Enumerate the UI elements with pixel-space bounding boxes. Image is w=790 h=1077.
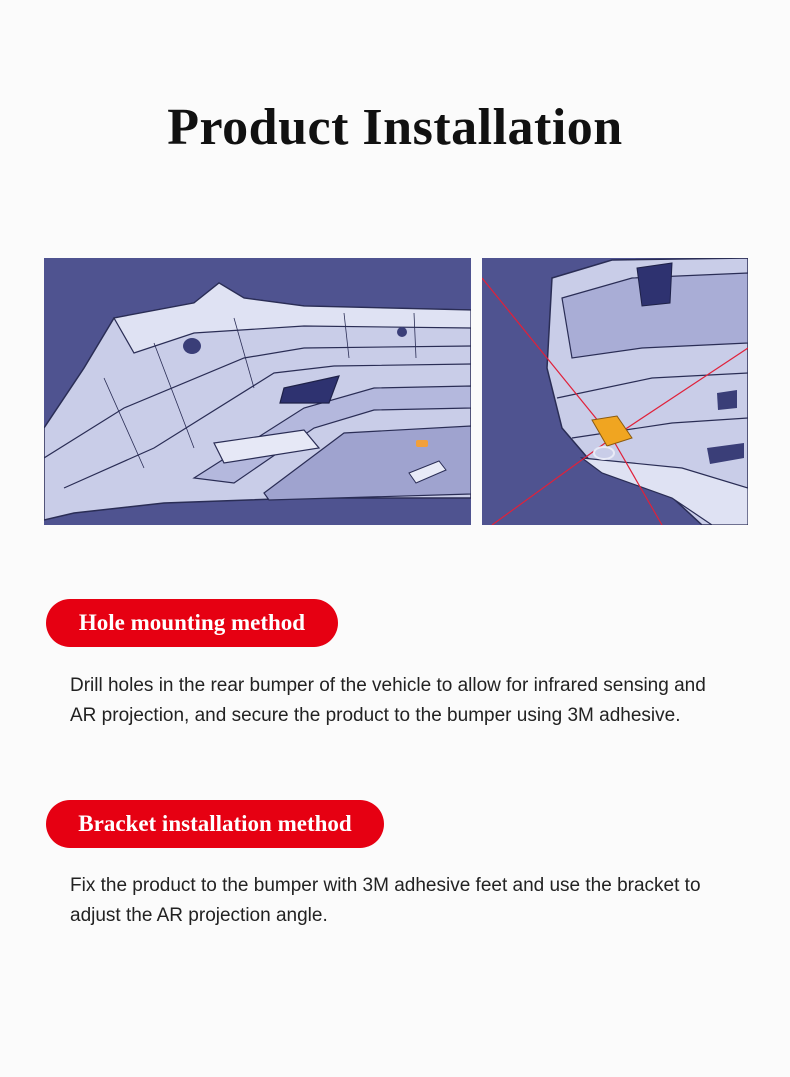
bumper-projector-illustration [482,258,748,525]
hole-mounting-heading: Hole mounting method [46,599,338,647]
page-title: Product Installation [167,99,623,156]
bracket-installation-heading: Bracket installation method [46,800,384,848]
bumper-with-projector-drawing-icon [482,258,748,525]
bracket-installation-description: Fix the product to the bumper with 3M adhesive feet and use the bracket to adjust the AR projection angle. [70,875,701,926]
hole-mounting-description: Drill holes in the rear bumper of the vehicle to allow for infrared sensing and AR projection, and secure the product to the bumper using 3M adhesive. [70,675,706,726]
rear-bumper-illustration [44,258,471,525]
rear-bumper-drawing-icon [44,258,471,525]
